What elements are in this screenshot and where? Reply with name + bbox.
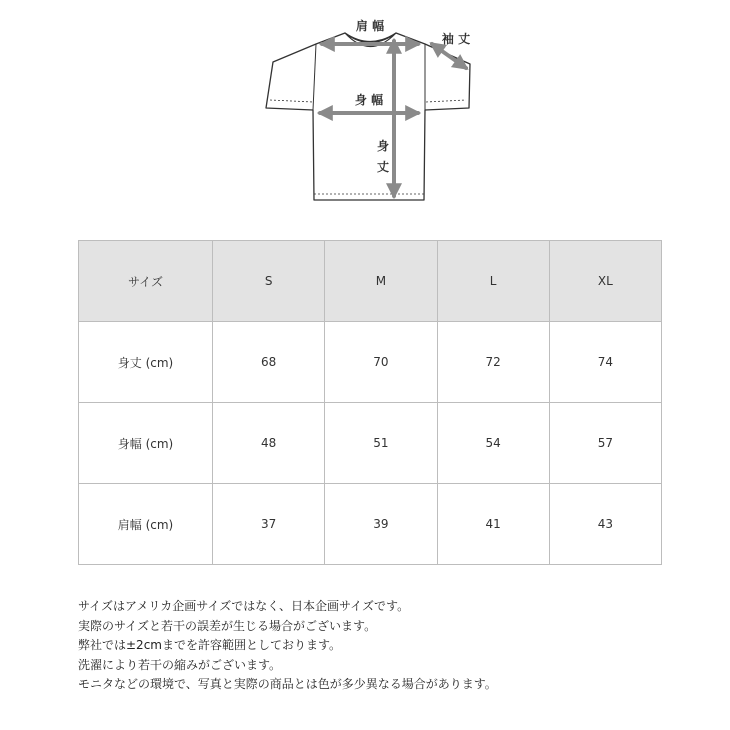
table-row-body-width bbox=[79, 403, 662, 484]
body-length-label-bottom: 丈 bbox=[376, 160, 390, 174]
table-cell: 74 bbox=[549, 322, 661, 403]
note-line: モニタなどの環境で、写真と実際の商品とは色が多少異なる場合があります。 bbox=[78, 677, 497, 691]
measurement-arrows bbox=[320, 41, 466, 196]
table-row-body-length bbox=[79, 322, 662, 403]
sleeve-length-label: 袖 丈 bbox=[441, 32, 471, 46]
table-row-shoulder-width bbox=[79, 484, 662, 565]
sleeve-length-arrow bbox=[432, 44, 466, 68]
note-line: 洗濯により若干の縮みがございます。 bbox=[78, 657, 282, 672]
size-header-l: L bbox=[437, 241, 549, 322]
size-header-s: S bbox=[213, 241, 325, 322]
size-chart-table bbox=[78, 240, 662, 565]
row-label: 身丈 (cm) bbox=[79, 322, 213, 403]
table-cell: 72 bbox=[437, 322, 549, 403]
body-length-label-top: 身 bbox=[376, 139, 390, 153]
table-cell: 54 bbox=[437, 403, 549, 484]
size-notes bbox=[78, 597, 698, 695]
table-cell: 51 bbox=[325, 403, 437, 484]
size-header-row bbox=[79, 241, 662, 322]
tshirt-body bbox=[266, 33, 470, 200]
shoulder-width-label: 肩 幅 bbox=[355, 19, 385, 33]
row-label: 肩幅 (cm) bbox=[79, 484, 213, 565]
table-cell: 39 bbox=[325, 484, 437, 565]
table-cell: 48 bbox=[213, 403, 325, 484]
tshirt-right-cuff-stitch bbox=[426, 100, 466, 102]
tshirt-left-cuff-stitch bbox=[270, 100, 313, 102]
table-cell: 68 bbox=[213, 322, 325, 403]
note-line: サイズはアメリカ企画サイズではなく、日本企画サイズです。 bbox=[78, 599, 410, 613]
size-header-label: サイズ bbox=[79, 241, 213, 322]
note-line: 弊社では±2cmまでを許容範囲としております。 bbox=[78, 638, 342, 652]
table-cell: 41 bbox=[437, 484, 549, 565]
tshirt-left-sleeve-seam bbox=[313, 44, 316, 110]
tshirt-outline bbox=[266, 33, 470, 200]
tshirt-measurement-diagram bbox=[0, 0, 730, 220]
table-cell: 70 bbox=[325, 322, 437, 403]
table-cell: 43 bbox=[549, 484, 661, 565]
size-header-xl: XL bbox=[549, 241, 661, 322]
size-header-m: M bbox=[325, 241, 437, 322]
table-cell: 57 bbox=[549, 403, 661, 484]
body-width-label: 身 幅 bbox=[354, 93, 384, 107]
row-label: 身幅 (cm) bbox=[79, 403, 213, 484]
table-cell: 37 bbox=[213, 484, 325, 565]
note-line: 実際のサイズと若干の誤差が生じる場合がございます。 bbox=[78, 618, 377, 633]
